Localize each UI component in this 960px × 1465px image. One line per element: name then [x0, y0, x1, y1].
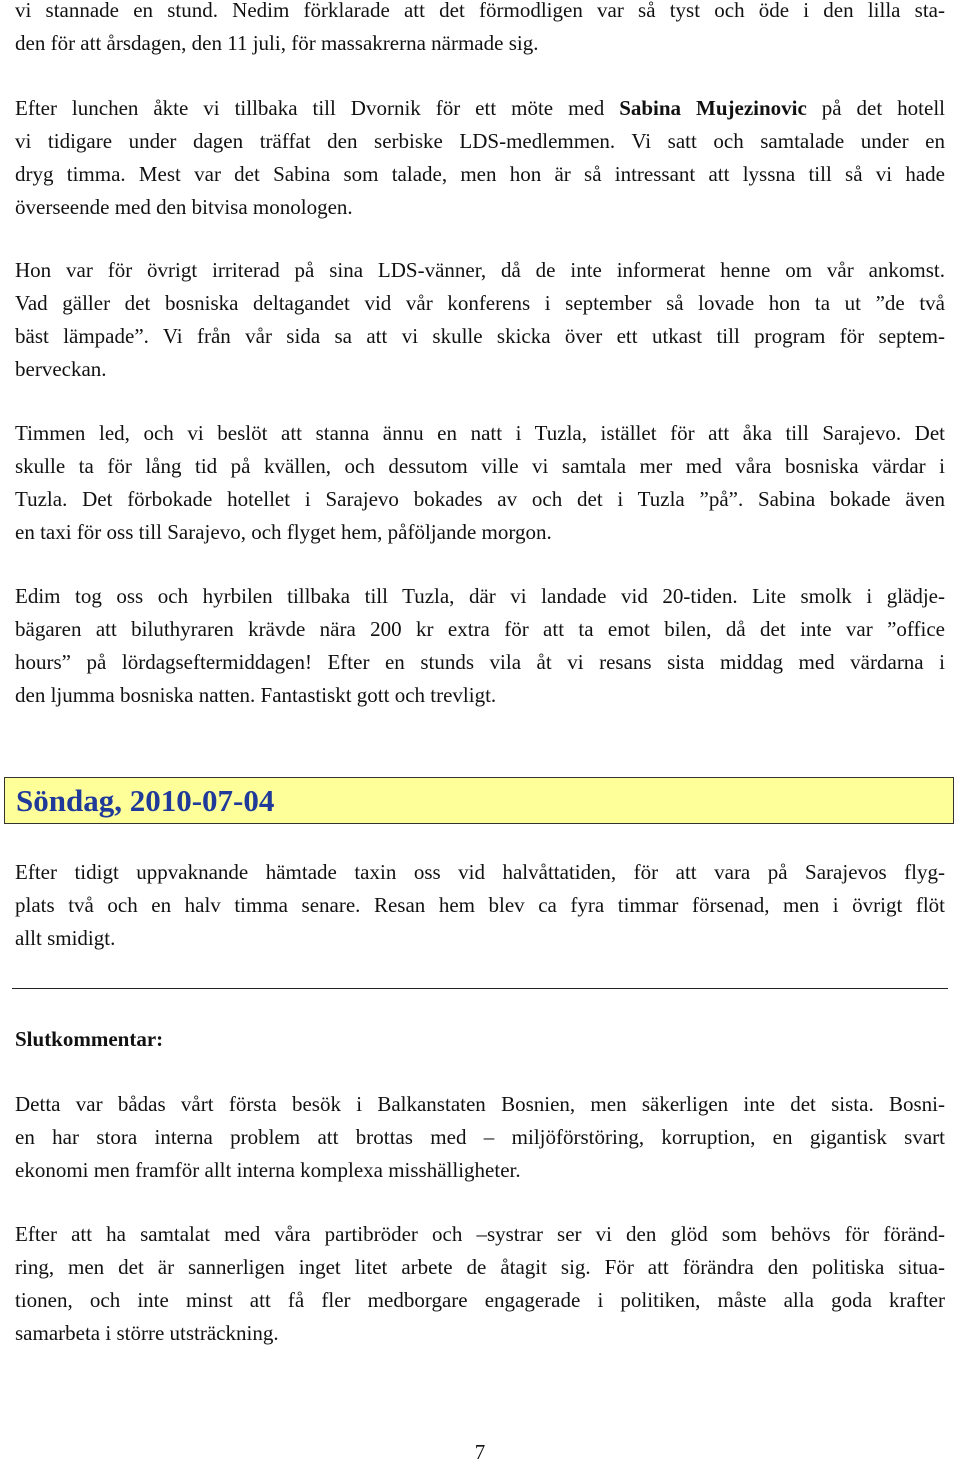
paragraph-line: bäst lämpade”. Vi från vår sida sa att vi skulle skicka över ett utkast till program för septem-	[15, 324, 945, 348]
paragraph-line: hours” på lördagseftermiddagen! Efter en stunds vila åt vi resans sista middag med värdarna i	[15, 650, 945, 674]
paragraph-line: samarbeta i större utsträckning.	[15, 1321, 279, 1345]
paragraph-line: Efter att ha samtalat med våra partibröder och –systrar ser vi den glöd som behövs för föränd-	[15, 1222, 945, 1246]
bold-person-name: Sabina Mujezinovic	[619, 96, 807, 120]
paragraph-line: en taxi för oss till Sarajevo, och flyget hem, påföljande morgon.	[15, 520, 552, 544]
page-number: 7	[474, 1440, 486, 1464]
paragraph-line: vi tidigare under dagen träffat den serbiske LDS-medlemmen. Vi satt och samtalade under en	[15, 129, 945, 153]
final-heading: Slutkommentar:	[15, 1027, 164, 1051]
paragraph-line: skulle ta för lång tid på kvällen, och dessutom ville vi samtala mer med våra bosniska värdar i	[15, 454, 945, 478]
paragraph-line: en har stora interna problem att brottas med – miljöförstöring, korruption, en gigantisk svart	[15, 1125, 945, 1149]
paragraph-line: berveckan.	[15, 357, 107, 381]
paragraph-line: tionen, och inte minst att få fler medborgare engagerade i politiken, måste alla goda krafter	[15, 1288, 945, 1312]
section-heading: Söndag, 2010-07-04	[16, 783, 275, 818]
paragraph-line: den för att årsdagen, den 11 juli, för massakrerna närmade sig.	[15, 31, 539, 55]
horizontal-rule	[12, 988, 948, 989]
paragraph-line: allt smidigt.	[15, 926, 116, 950]
paragraph-line: Efter tidigt uppvaknande hämtade taxin oss vid halvåttatiden, för att vara på Sarajevos flyg-	[15, 860, 945, 884]
line-text-before: Efter lunchen åkte vi tillbaka till Dvornik för ett möte med Sabina Mujezinovic på det hotell	[15, 96, 945, 120]
paragraph-line: Tuzla. Det förbokade hotellet i Sarajevo bokades av och det i Tuzla ”på”. Sabina bokade även	[15, 487, 945, 511]
paragraph-line: vi stannade en stund. Nedim förklarade att det förmodligen var så tyst och öde i den lilla sta-	[15, 0, 945, 22]
section-heading-box	[4, 777, 954, 824]
paragraph-line: ring, men det är sannerligen inget litet arbete de åtagit sig. För att förändra den politiska situa-	[15, 1255, 945, 1279]
paragraph-line-with-bold-name	[15, 92, 945, 125]
paragraph-line: Hon var för övrigt irriterad på sina LDS-vänner, då de inte informerat henne om vår ankomst.	[15, 258, 945, 282]
paragraph-line: Vad gäller det bosniska deltagandet vid vår konferens i september så lovade hon ta ut ”de två	[15, 291, 945, 315]
paragraph-line: Edim tog oss och hyrbilen tillbaka till Tuzla, där vi landade vid 20-tiden. Lite smolk i glädje-	[15, 584, 945, 608]
paragraph-line: Timmen led, och vi beslöt att stanna ännu en natt i Tuzla, istället för att åka till Sarajevo. Det	[15, 421, 945, 445]
paragraph-line: ekonomi men framför allt interna komplexa misshälligheter.	[15, 1158, 521, 1182]
paragraph-line: Detta var bådas vårt första besök i Balkanstaten Bosnien, men säkerligen inte det sista. Bosni-	[15, 1092, 945, 1116]
paragraph-line: den ljumma bosniska natten. Fantastiskt gott och trevligt.	[15, 683, 497, 707]
paragraph-line: dryg timma. Mest var det Sabina som talade, men hon är så intressant att lyssna till så vi hade	[15, 162, 945, 186]
paragraph-line: bägaren att biluthyraren krävde nära 200 kr extra för att ta emot bilen, då det inte var ”office	[15, 617, 945, 641]
paragraph-line: plats två och en halv timma senare. Resan hem blev ca fyra timmar försenad, men i övrigt flöt	[15, 893, 945, 917]
paragraph-line: överseende med den bitvisa monologen.	[15, 195, 353, 219]
